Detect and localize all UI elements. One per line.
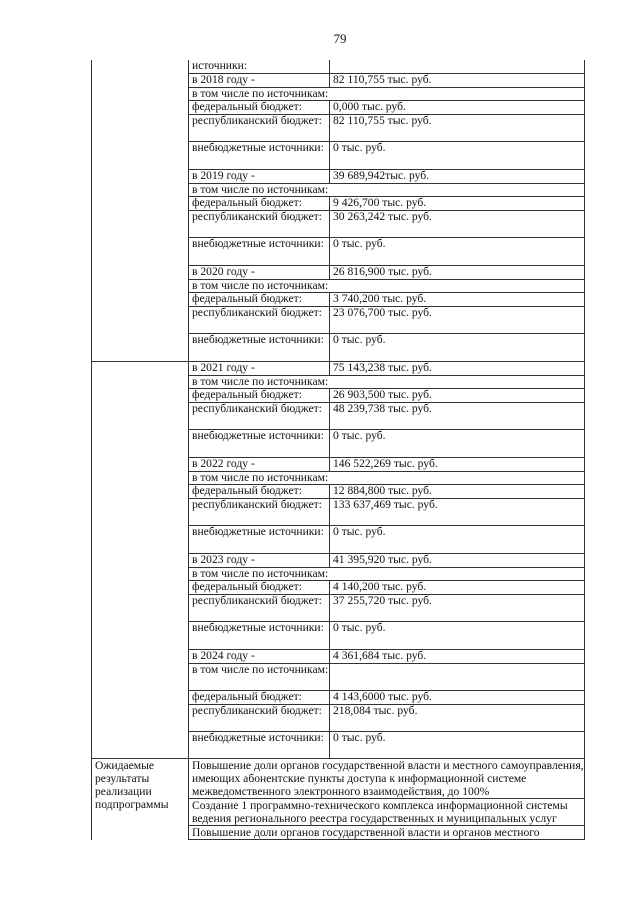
sources-heading: в том числе по источникам: bbox=[189, 183, 585, 197]
funding-label: в 2022 году - bbox=[189, 457, 330, 471]
funding-label: республиканский бюджет: bbox=[189, 211, 330, 238]
funding-value bbox=[330, 663, 585, 690]
page-number: 79 bbox=[333, 31, 347, 46]
funding-label: внебюджетные источники: bbox=[189, 622, 330, 649]
funding-label: федеральный бюджет: bbox=[189, 485, 330, 499]
sources-heading: в том числе по источникам: bbox=[189, 375, 585, 389]
funding-label: федеральный бюджет: bbox=[189, 389, 330, 403]
subprogram-passport-table bbox=[91, 60, 585, 840]
funding-value: 30 263,242 тыс. руб. bbox=[330, 211, 585, 238]
funding-label: внебюджетные источники: bbox=[189, 430, 330, 457]
funding-label: в 2024 году - bbox=[189, 649, 330, 663]
funding-row bbox=[92, 60, 585, 73]
funding-label: федеральный бюджет: bbox=[189, 197, 330, 211]
funding-label: республиканский бюджет: bbox=[189, 595, 330, 622]
funding-value: 0 тыс. руб. bbox=[330, 142, 585, 169]
funding-label: федеральный бюджет: bbox=[189, 293, 330, 307]
sources-heading: в том числе по источникам: bbox=[189, 567, 585, 581]
funding-value: 0 тыс. руб. bbox=[330, 334, 585, 361]
funding-value: 39 689,942тыс. руб. bbox=[330, 169, 585, 183]
empty-label-cell bbox=[92, 361, 189, 758]
funding-value: 218,084 тыс. руб. bbox=[330, 704, 585, 731]
funding-value: 0 тыс. руб. bbox=[330, 731, 585, 758]
funding-value: 26 903,500 тыс. руб. bbox=[330, 389, 585, 403]
funding-value: 48 239,738 тыс. руб. bbox=[330, 403, 585, 430]
funding-label: в 2020 году - bbox=[189, 265, 330, 279]
funding-value: 12 884,800 тыс. руб. bbox=[330, 485, 585, 499]
funding-label: внебюджетные источники: bbox=[189, 731, 330, 758]
empty-label-cell bbox=[92, 60, 189, 361]
result-row bbox=[92, 759, 585, 799]
funding-value: 82 110,755 тыс. руб. bbox=[330, 73, 585, 87]
funding-value: 9 426,700 тыс. руб. bbox=[330, 197, 585, 211]
result-item: Повышение доли органов государственной власти и органов местного bbox=[189, 826, 585, 840]
funding-label: республиканский бюджет: bbox=[189, 307, 330, 334]
funding-value: 26 816,900 тыс. руб. bbox=[330, 265, 585, 279]
funding-value: 23 076,700 тыс. руб. bbox=[330, 307, 585, 334]
funding-label: внебюджетные источники: bbox=[189, 334, 330, 361]
funding-value: 0 тыс. руб. bbox=[330, 622, 585, 649]
funding-value: 4 143,6000 тыс. руб. bbox=[330, 690, 585, 704]
funding-label: внебюджетные источники: bbox=[189, 142, 330, 169]
funding-value: 4 140,200 тыс. руб. bbox=[330, 581, 585, 595]
funding-value: 4 361,684 тыс. руб. bbox=[330, 649, 585, 663]
funding-value: 0 тыс. руб. bbox=[330, 430, 585, 457]
funding-value bbox=[330, 60, 585, 73]
funding-label: республиканский бюджет: bbox=[189, 115, 330, 142]
funding-label: внебюджетные источники: bbox=[189, 526, 330, 553]
funding-label: республиканский бюджет: bbox=[189, 403, 330, 430]
result-item: Создание 1 программно-технического комплекса информационной системы ведения регионального реестра государственных и муниципальных услуг bbox=[189, 799, 585, 826]
funding-value: 82 110,755 тыс. руб. bbox=[330, 115, 585, 142]
funding-value: 0,000 тыс. руб. bbox=[330, 101, 585, 115]
funding-value: 146 522,269 тыс. руб. bbox=[330, 457, 585, 471]
funding-label: в 2021 году - bbox=[189, 361, 330, 375]
funding-value: 0 тыс. руб. bbox=[330, 526, 585, 553]
sources-heading: в том числе по источникам: bbox=[189, 279, 585, 293]
funding-value: 0 тыс. руб. bbox=[330, 238, 585, 265]
funding-label: в 2019 году - bbox=[189, 169, 330, 183]
funding-value: 37 255,720 тыс. руб. bbox=[330, 595, 585, 622]
funding-label: республиканский бюджет: bbox=[189, 704, 330, 731]
funding-value: 3 740,200 тыс. руб. bbox=[330, 293, 585, 307]
funding-label: федеральный бюджет: bbox=[189, 581, 330, 595]
funding-value: 133 637,469 тыс. руб. bbox=[330, 499, 585, 526]
funding-label: источники: bbox=[189, 60, 330, 73]
funding-label: внебюджетные источники: bbox=[189, 238, 330, 265]
results-label: Ожидаемые результаты реализации подпрограммы bbox=[92, 759, 189, 840]
sources-heading: в том числе по источникам: bbox=[189, 87, 585, 101]
funding-row bbox=[92, 361, 585, 375]
funding-label: федеральный бюджет: bbox=[189, 101, 330, 115]
funding-label: республиканский бюджет: bbox=[189, 499, 330, 526]
sources-heading: в том числе по источникам: bbox=[189, 471, 585, 485]
funding-label: федеральный бюджет: bbox=[189, 690, 330, 704]
funding-value: 75 143,238 тыс. руб. bbox=[330, 361, 585, 375]
result-item: Повышение доли органов государственной власти и местного самоуправления, имеющих абонентские пункты доступа к информационной системе межведомственного электронного взаимодействия, до 100% bbox=[189, 759, 585, 799]
funding-label: в том числе по источникам: bbox=[189, 663, 330, 690]
funding-value: 41 395,920 тыс. руб. bbox=[330, 553, 585, 567]
funding-label: в 2018 году - bbox=[189, 73, 330, 87]
funding-label: в 2023 году - bbox=[189, 553, 330, 567]
